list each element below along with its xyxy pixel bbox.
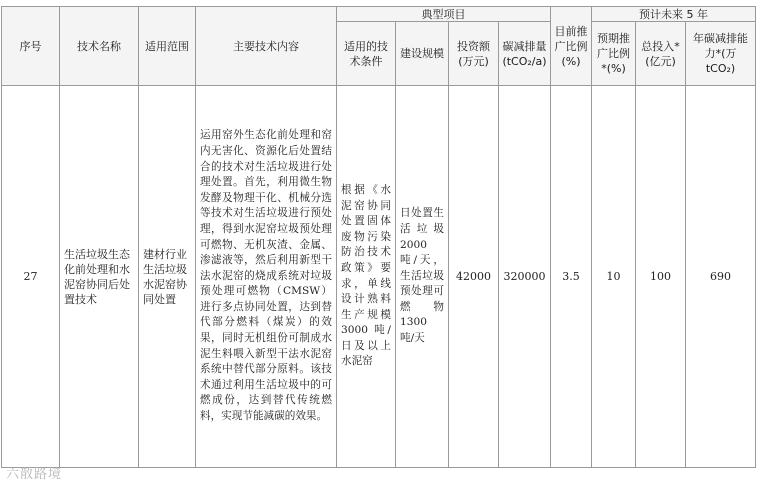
cell-total-investment: 100 (636, 86, 686, 468)
cell-carbon-reduction: 320000 (499, 86, 551, 468)
header-seq: 序号 (2, 7, 60, 86)
header-total-investment: 总投入*(亿元) (636, 22, 686, 86)
header-current-ratio: 目前推广比例(%) (551, 7, 592, 86)
header-carbon-reduction: 碳减排量(tCO₂/a) (499, 22, 551, 86)
header-annual-reduction: 年碳减排能力*(万 tCO₂) (686, 22, 756, 86)
header-investment: 投资额(万元) (449, 22, 499, 86)
cell-expected-ratio: 10 (592, 86, 636, 468)
cell-scale: 日处置生活垃圾 2000 吨/天，生活垃圾预处理可燃物 1300 吨/天 (396, 86, 449, 468)
table-row (2, 86, 756, 468)
header-typical-project: 典型项目 (337, 7, 551, 22)
header-conditions: 适用的技术条件 (337, 22, 396, 86)
header-expected-ratio: 预期推广比例*(%) (592, 22, 636, 86)
header-tech-name: 技术名称 (60, 7, 139, 86)
cell-conditions: 根据《水泥窑协同处置固体废物污染防治技术政策》要求，单线设计熟料生产规模 3000 吨/日及以上水泥窑 (337, 86, 396, 468)
cell-annual-reduction: 690 (686, 86, 756, 468)
header-main-content: 主要技术内容 (196, 7, 337, 86)
cell-scope: 建材行业生活垃圾水泥窑协同处置 (139, 86, 196, 468)
header-scale: 建设规模 (396, 22, 449, 86)
watermark-logo: 六散路境 (6, 467, 63, 482)
header-forecast: 预计未来 5 年 (592, 7, 756, 22)
header-scope: 适用范围 (139, 7, 196, 86)
cell-investment: 42000 (449, 86, 499, 468)
cell-current-ratio: 3.5 (551, 86, 592, 468)
cell-main-content: 运用窑外生态化前处理和窑内无害化、资源化后处置结合的技术对生活垃圾进行处理处置。首先，利用微生物发酵及物理干化、机械分选等技术对生活垃圾进行预处理，得到水泥窑垃圾预处理可燃物、无机灰渣、金属、渗滤液等，然后利用新型干法水泥窑的烧成系统对垃圾预处理可燃物（CMSW）进行多点协同处置，达到替代部分燃料（煤炭）的效果，同时无机组份可制成水泥生料喂入新型干法水泥窑系统中替代部分原料。该技术通过利用生活垃圾中的可燃成份，达到替代传统燃料，实现节能减碳的效果。 (196, 86, 337, 468)
cell-tech-name: 生活垃圾生态化前处理和水泥窑协同后处置技术 (60, 86, 139, 468)
cell-seq: 27 (2, 86, 60, 468)
technology-table (1, 6, 756, 468)
